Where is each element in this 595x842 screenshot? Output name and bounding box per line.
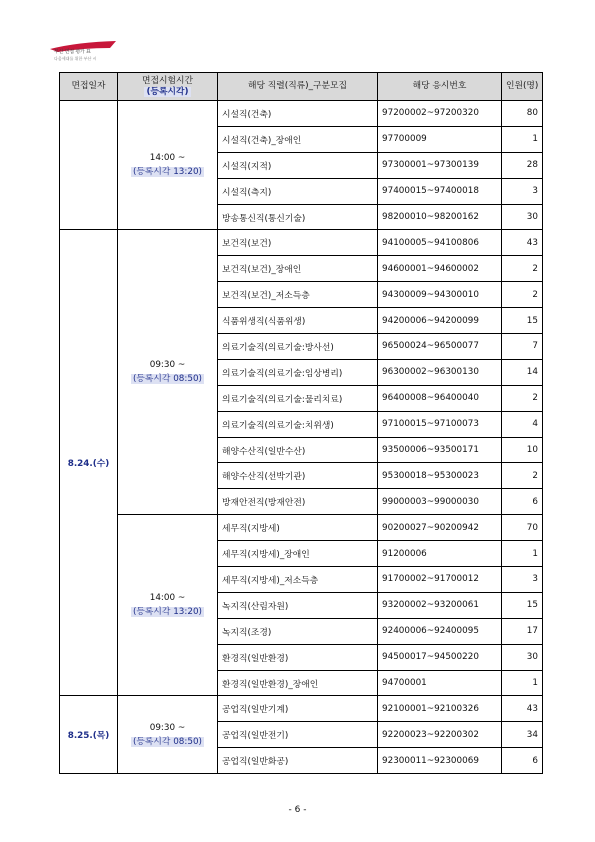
position-cell: 시설직(건축)_장애인 <box>218 126 378 152</box>
registration-time: (등록시각 13:20) <box>132 607 202 618</box>
count-cell: 10 <box>502 437 543 463</box>
numbers-cell: 92200023~92200302 <box>378 722 502 748</box>
interview-schedule-table <box>59 72 543 774</box>
position-cell: 환경직(일반환경)_장애인 <box>218 670 378 696</box>
numbers-cell: 97300001~97300139 <box>378 152 502 178</box>
position-cell: 방송통신직(통신기술) <box>218 204 378 230</box>
count-cell: 30 <box>502 644 543 670</box>
count-cell: 2 <box>502 282 543 308</box>
table-row <box>60 101 543 127</box>
table-row <box>60 230 543 256</box>
count-cell: 2 <box>502 385 543 411</box>
date-cell: 8.25.(목) <box>60 696 118 774</box>
registration-time: (등록시각 08:50) <box>132 736 202 747</box>
position-cell: 보건직(보건)_장애인 <box>218 256 378 282</box>
registration-time: (등록시각 13:20) <box>132 167 202 178</box>
numbers-cell: 96500024~96500077 <box>378 334 502 360</box>
position-cell: 공업직(일반전기) <box>218 722 378 748</box>
header-position: 해당 직렬(직류)_구분모집 <box>218 73 378 101</box>
header-date: 면접일자 <box>60 73 118 101</box>
position-cell: 의료기술직(의료기술:치위생) <box>218 411 378 437</box>
count-cell: 80 <box>502 101 543 127</box>
position-cell: 시설직(측지) <box>218 178 378 204</box>
count-cell: 1 <box>502 126 543 152</box>
position-cell: 의료기술직(의료기술:임상병리) <box>218 359 378 385</box>
header-time <box>118 73 218 101</box>
numbers-cell: 92300011~92300069 <box>378 748 502 774</box>
count-cell: 28 <box>502 152 543 178</box>
time-cell <box>118 515 218 696</box>
numbers-cell: 91700002~91700012 <box>378 567 502 593</box>
position-cell: 세무직(지방세)_장애인 <box>218 541 378 567</box>
numbers-cell: 97100015~97100073 <box>378 411 502 437</box>
position-cell: 녹지직(산림자원) <box>218 592 378 618</box>
count-cell: 34 <box>502 722 543 748</box>
position-cell: 의료기술직(의료기술:방사선) <box>218 334 378 360</box>
count-cell: 14 <box>502 359 543 385</box>
count-cell: 15 <box>502 308 543 334</box>
count-cell: 3 <box>502 567 543 593</box>
time-value: 09:30 ~ <box>149 360 186 371</box>
numbers-cell: 93500006~93500171 <box>378 437 502 463</box>
numbers-cell: 95300018~95300023 <box>378 463 502 489</box>
count-cell: 2 <box>502 463 543 489</box>
numbers-cell: 94700001 <box>378 670 502 696</box>
table-row <box>60 515 543 541</box>
position-cell: 보건직(보건) <box>218 230 378 256</box>
numbers-cell: 94200006~94200099 <box>378 308 502 334</box>
position-cell: 의료기술직(의료기술:물리치료) <box>218 385 378 411</box>
position-cell: 방재안전직(방재안전) <box>218 489 378 515</box>
position-cell: 공업직(일반화공) <box>218 748 378 774</box>
numbers-cell: 94100005~94100806 <box>378 230 502 256</box>
time-value: 14:00 ~ <box>149 593 186 604</box>
numbers-cell: 99000003~99000030 <box>378 489 502 515</box>
position-cell: 공업직(일반기계) <box>218 696 378 722</box>
position-cell: 시설직(지적) <box>218 152 378 178</box>
position-cell: 식품위생직(식품위생) <box>218 308 378 334</box>
logo-subtext: 다음세대를 위한 부산 시 <box>54 56 97 61</box>
numbers-cell: 97200002~97200320 <box>378 101 502 127</box>
numbers-cell: 91200006 <box>378 541 502 567</box>
numbers-cell: 94600001~94600002 <box>378 256 502 282</box>
count-cell: 43 <box>502 230 543 256</box>
position-cell: 해양수산직(일반수산) <box>218 437 378 463</box>
time-cell <box>118 696 218 774</box>
table-row <box>60 696 543 722</box>
numbers-cell: 94500017~94500220 <box>378 644 502 670</box>
logo <box>48 40 118 66</box>
time-cell <box>118 101 218 230</box>
count-cell: 15 <box>502 592 543 618</box>
position-cell: 세무직(지방세)_저소득층 <box>218 567 378 593</box>
position-cell: 환경직(일반환경) <box>218 644 378 670</box>
position-cell: 해양수산직(선박기관) <box>218 463 378 489</box>
header-time-label: 면접시험시간 <box>142 75 193 86</box>
count-cell: 6 <box>502 489 543 515</box>
position-cell: 보건직(보건)_저소득층 <box>218 282 378 308</box>
count-cell: 1 <box>502 541 543 567</box>
time-value: 09:30 ~ <box>149 722 186 733</box>
time-value: 14:00 ~ <box>149 153 186 164</box>
header-count: 인원(명) <box>502 73 543 101</box>
numbers-cell: 97400015~97400018 <box>378 178 502 204</box>
numbers-cell: 90200027~90200942 <box>378 515 502 541</box>
numbers-cell: 96400008~96400040 <box>378 385 502 411</box>
count-cell: 6 <box>502 748 543 774</box>
position-cell: 세무직(지방세) <box>218 515 378 541</box>
numbers-cell: 98200010~98200162 <box>378 204 502 230</box>
count-cell: 3 <box>502 178 543 204</box>
logo-text: 부산 면접 평가 표 <box>54 49 91 55</box>
position-cell: 녹지직(조경) <box>218 618 378 644</box>
date-cell: 8.24.(수) <box>60 230 118 696</box>
count-cell: 1 <box>502 670 543 696</box>
numbers-cell: 93200002~93200061 <box>378 592 502 618</box>
numbers-cell: 96300002~96300130 <box>378 359 502 385</box>
count-cell: 43 <box>502 696 543 722</box>
header-time-registration: (등록시각) <box>146 86 189 97</box>
numbers-cell: 97700009 <box>378 126 502 152</box>
count-cell: 17 <box>502 618 543 644</box>
page-number: - 6 - <box>288 805 307 815</box>
count-cell: 30 <box>502 204 543 230</box>
numbers-cell: 92100001~92100326 <box>378 696 502 722</box>
count-cell: 2 <box>502 256 543 282</box>
date-cell-blank <box>60 101 118 230</box>
count-cell: 7 <box>502 334 543 360</box>
header-numbers: 해당 응시번호 <box>378 73 502 101</box>
registration-time: (등록시각 08:50) <box>132 374 202 385</box>
table-header-row <box>60 73 543 101</box>
position-cell: 시설직(건축) <box>218 101 378 127</box>
count-cell: 4 <box>502 411 543 437</box>
count-cell: 70 <box>502 515 543 541</box>
numbers-cell: 92400006~92400095 <box>378 618 502 644</box>
time-cell <box>118 230 218 515</box>
numbers-cell: 94300009~94300010 <box>378 282 502 308</box>
